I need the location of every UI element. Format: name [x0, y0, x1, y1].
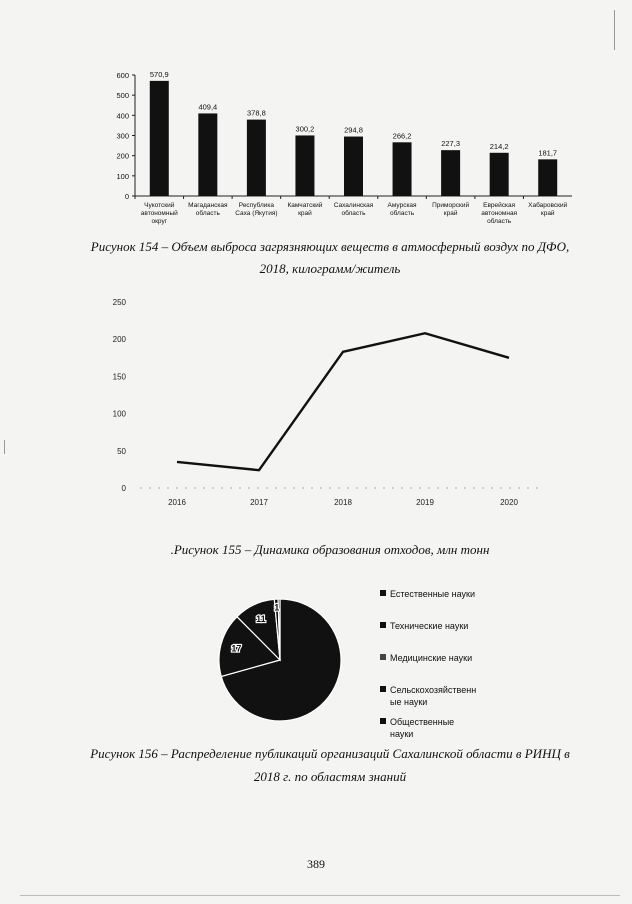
- legend-label: Сельскохозяйственн: [390, 685, 477, 695]
- bar-chart: [0, 0, 632, 240]
- x-category-label: Сахалинская: [333, 202, 374, 209]
- x-category-label: Хабаровский: [528, 202, 568, 209]
- legend-item: [380, 620, 500, 632]
- y-tick-label: 300: [116, 131, 129, 141]
- legend-label-cont: ые науки: [390, 697, 428, 707]
- x-category-label: область: [390, 210, 415, 217]
- pie-data-label: 11: [256, 614, 266, 625]
- x-category-label: край: [298, 210, 312, 217]
- legend-item: [380, 652, 500, 664]
- scan-mark: [614, 10, 615, 50]
- y-tick-label: 0: [124, 192, 129, 201]
- x-tick-label: 2017: [250, 498, 268, 507]
- x-tick-label: 2019: [416, 498, 434, 507]
- x-category-label: Приморский: [432, 202, 470, 209]
- x-category-label: автономная: [481, 210, 518, 217]
- y-tick-label: 150: [112, 372, 126, 382]
- pie-legend: [380, 588, 510, 738]
- x-category-label: Амурская: [387, 202, 417, 209]
- legend-label: Естественные науки: [390, 589, 475, 599]
- y-tick-label: 50: [117, 446, 126, 456]
- y-tick-label: 500: [116, 91, 129, 101]
- pie-data-label: 1: [274, 602, 280, 613]
- pie-chart-caption-line2: 2018 г. по областям знаний: [253, 769, 407, 784]
- bar: [344, 137, 363, 196]
- bar: [247, 120, 266, 196]
- bar-value-label: 266,2: [392, 131, 412, 141]
- x-tick-label: 2016: [168, 498, 186, 507]
- bar: [393, 142, 412, 196]
- page-number: 389: [307, 857, 325, 871]
- y-tick-label: 400: [116, 111, 129, 121]
- x-category-label: Чукотский: [144, 202, 175, 209]
- pie-chart-caption-line1: Рисунок 156 – Распределение публикаций организаций Сахалинской области в РИНЦ в: [90, 746, 570, 761]
- bar: [150, 81, 169, 196]
- line-chart-caption: .Рисунок 155 – Динамика образования отходов, млн тонн: [170, 542, 490, 557]
- x-category-label: край: [540, 210, 555, 217]
- legend-label: Общественные: [390, 717, 455, 727]
- pie-data-label: 17: [231, 643, 242, 654]
- legend-label: Технические науки: [390, 621, 469, 631]
- line-chart: [0, 290, 632, 520]
- bar-value-label: 227,3: [441, 139, 461, 149]
- y-tick-label: 600: [116, 71, 129, 80]
- bar-value-label: 181,7: [538, 148, 558, 158]
- y-tick-label: 250: [112, 298, 126, 307]
- y-tick-label: 100: [112, 409, 126, 419]
- bar: [295, 135, 314, 196]
- y-tick-label: 100: [116, 171, 129, 181]
- bar-value-label: 378,8: [246, 108, 266, 118]
- x-category-label: Магаданская: [188, 202, 228, 209]
- legend-swatch: [380, 590, 386, 596]
- bar: [490, 153, 509, 196]
- legend-item: [380, 684, 500, 708]
- legend-item: [380, 588, 500, 600]
- x-category-label: автономный: [140, 210, 178, 217]
- legend-label: Медицинские науки: [390, 653, 473, 663]
- scan-mark: [4, 440, 5, 454]
- legend-swatch: [380, 718, 386, 724]
- bar-value-label: 570,9: [149, 69, 169, 79]
- y-tick-label: 200: [116, 151, 129, 161]
- bar: [198, 113, 217, 196]
- x-category-label: Еврейская: [483, 202, 516, 209]
- x-category-label: область: [487, 218, 512, 225]
- x-category-label: Саха (Якутия): [235, 210, 278, 217]
- pie-chart: [210, 590, 350, 730]
- bar-chart-caption-line2: 2018, килограмм/житель: [259, 261, 401, 276]
- legend-swatch: [380, 654, 386, 660]
- x-tick-label: 2020: [500, 498, 518, 507]
- bar-value-label: 294,8: [344, 125, 363, 135]
- legend-item: [380, 716, 500, 740]
- scan-mark: [20, 895, 620, 896]
- series-line: [177, 333, 509, 470]
- x-category-label: край: [443, 210, 458, 217]
- y-tick-label: 0: [121, 484, 126, 493]
- bar-value-label: 409,4: [198, 102, 218, 112]
- legend-swatch: [380, 686, 386, 692]
- legend-label-cont: науки: [390, 729, 414, 739]
- bar-value-label: 300,2: [295, 124, 315, 134]
- x-category-label: область: [195, 210, 220, 217]
- bar: [538, 159, 557, 196]
- bar-value-label: 214,2: [489, 141, 509, 151]
- x-category-label: округ: [151, 218, 168, 225]
- y-tick-label: 200: [112, 335, 126, 345]
- x-category-label: область: [341, 210, 366, 217]
- legend-swatch: [380, 622, 386, 628]
- x-category-label: Камчатский: [287, 202, 323, 209]
- x-category-label: Республика: [238, 202, 274, 209]
- bar: [441, 150, 460, 196]
- x-tick-label: 2018: [334, 498, 352, 507]
- bar-chart-caption-line1: Рисунок 154 – Объем выброса загрязняющих веществ в атмосферный воздух по ДФО,: [90, 239, 570, 254]
